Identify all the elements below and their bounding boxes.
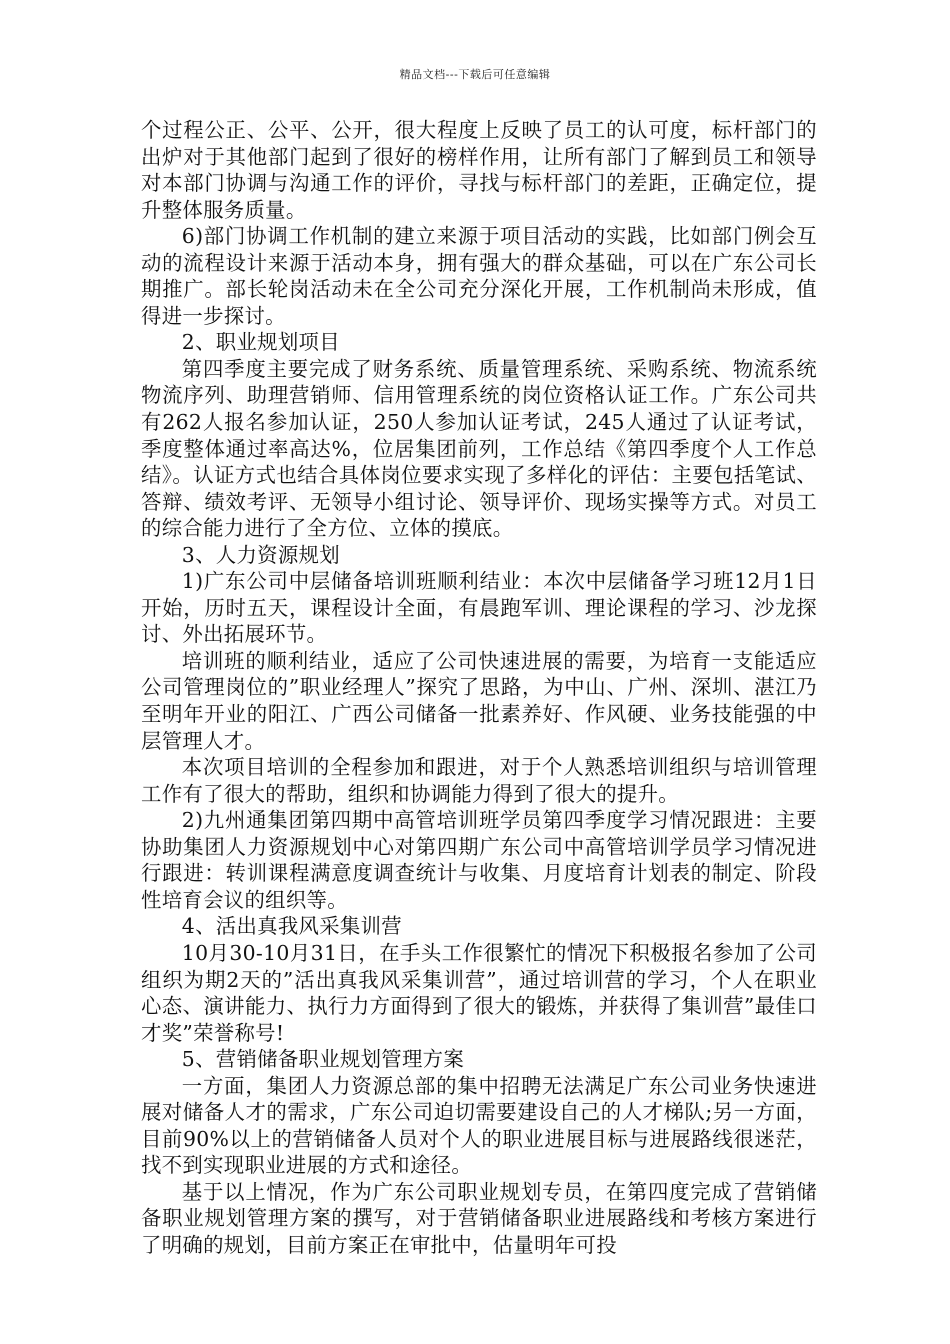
paragraph: 1)广东公司中层储备培训班顺利结业：本次中层储备学习班12月1日开始，历时五天，课程设计全面，有晨跑军训、理论课程的学习、沙龙探讨、外出拓展环节。 (141, 569, 817, 647)
section-heading: 5、营销储备职业规划管理方案 (181, 1047, 465, 1072)
page-header: 精品文档---下载后可任意编辑 (399, 68, 551, 81)
section-heading: 2、职业规划项目 (181, 330, 340, 355)
section-heading: 4、活出真我风采集训营 (181, 914, 402, 939)
paragraph: 6)部门协调工作机制的建立来源于项目活动的实践，比如部门例会互动的流程设计来源于活动本身，拥有强大的群众基础，可以在广东公司长期推广。部长轮岗活动未在全公司充分深化开展，工作机制尚未形成，值得进一步探讨。 (141, 224, 817, 328)
section-heading: 3、人力资源规划 (181, 542, 340, 567)
paragraph: 10月30-10月31日，在手头工作很繁忙的情况下积极报名参加了公司组织为期2天的”活出真我风采集训营”，通过培训营的学习，个人在职业心态、演讲能力、执行力方面得到了很大的锻炼，并获得了集训营”最佳口才奖”荣誉称号! (141, 940, 817, 1045)
document-body (141, 117, 817, 1259)
paragraph: 培训班的顺利结业，适应了公司快速进展的需要，为培育一支能适应公司管理岗位的”职业经理人”探究了思路，为中山、广州、深圳、湛江乃至明年开业的阳江、广西公司储备一批素养好、作风硬、业务技能强的中层管理人才。 (141, 648, 817, 753)
paragraph: 一方面，集团人力资源总部的集中招聘无法满足广东公司业务快速进展对储备人才的需求，广东公司迫切需要建设自己的人才梯队;另一方面，目前90%以上的营销储备人员对个人的职业进展目标与进展路线很迷茫，找不到实现职业进展的方式和途径。 (141, 1073, 817, 1178)
paragraph: 第四季度主要完成了财务系统、质量管理系统、采购系统、物流系统物流序列、助理营销师、信用管理系统的岗位资格认证工作。广东公司共有262人报名参加认证，250人参加认证考试，245人通过了认证考试，季度整体通过率高达%，位居集团前列，工作总结《第四季度个人工作总结》。认证方式也结合具体岗位要求实现了多样化的评估：主要包括笔试、答辩、绩效考评、无领导小组讨论、领导评价、现场实操等方式。对员工的综合能力进行了全方位、立体的摸底。 (141, 356, 817, 541)
paragraph: 2)九州通集团第四期中高管培训班学员第四季度学习情况跟进：主要协助集团人力资源规划中心对第四期广东公司中高管培训学员学习情况进行跟进：转训课程满意度调查统计与收集、月度培育计划表的制定、阶段性培育会议的组织等。 (141, 808, 817, 912)
paragraph: 本次项目培训的全程参加和跟进，对于个人熟悉培训组织与培训管理工作有了很大的帮助，组织和协调能力得到了很大的提升。 (141, 755, 817, 806)
paragraph: 基于以上情况，作为广东公司职业规划专员，在第四度完成了营销储备职业规划管理方案的撰写，对于营销储备职业进展路线和考核方案进行了明确的规划，目前方案正在审批中，估量明年可投 (141, 1179, 817, 1257)
paragraph: 个过程公正、公平、公开，很大程度上反映了员工的认可度，标杆部门的出炉对于其他部门起到了很好的榜样作用，让所有部门了解到员工和领导对本部门协调与沟通工作的评价，寻找与标杆部门的差距，正确定位，提升整体服务质量。 (141, 118, 817, 222)
